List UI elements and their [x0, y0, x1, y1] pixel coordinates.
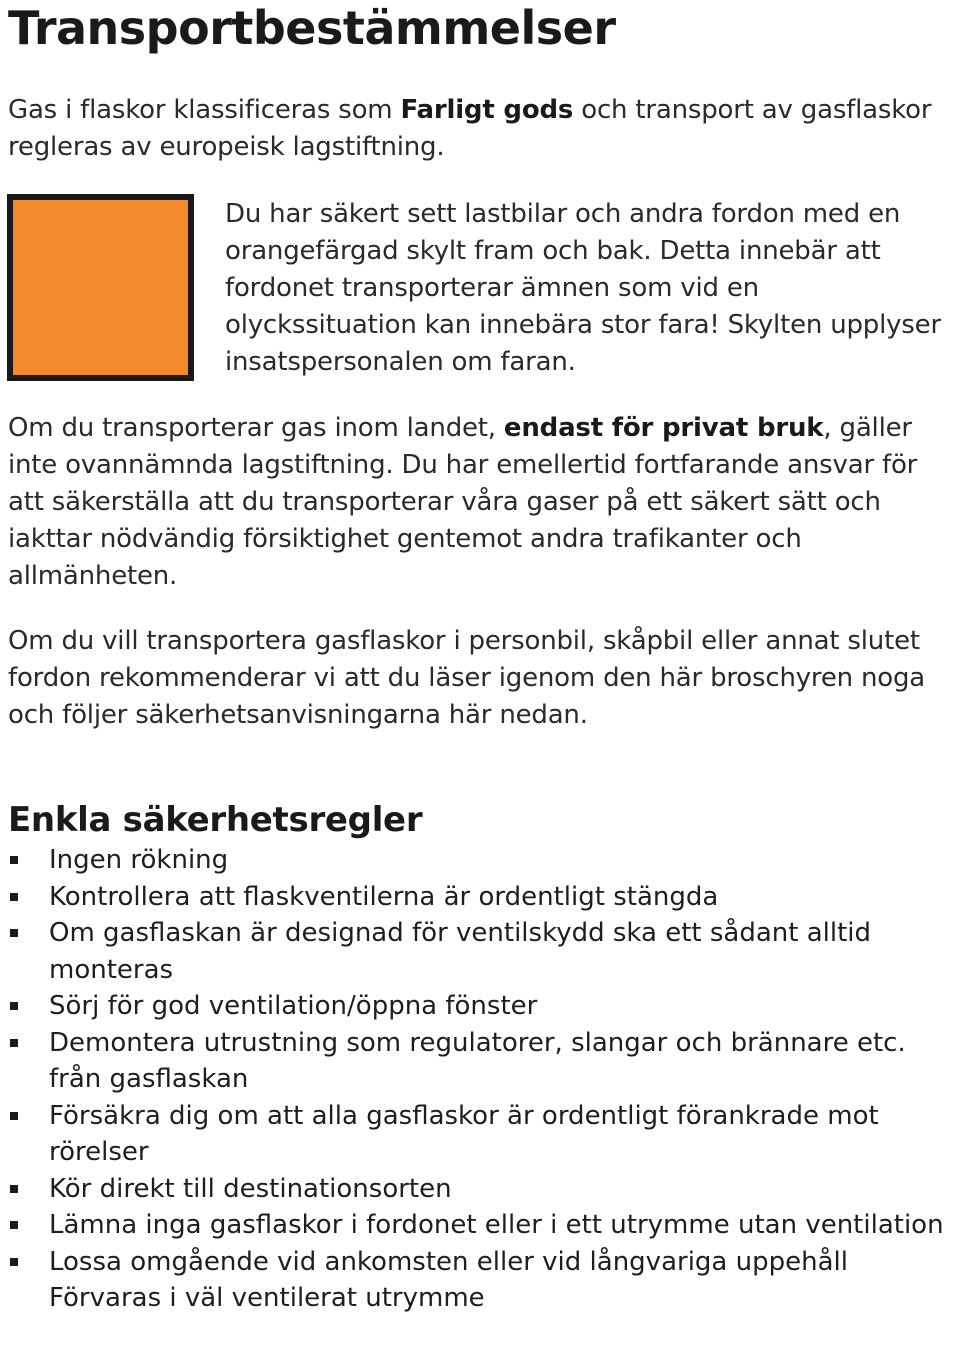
square-bullet-icon — [10, 929, 18, 937]
rule-item — [8, 988, 958, 1025]
private-text-end: , gäller inte ovannämnda lagstiftning. Du har emellertid fortfarande ansvar för att säkerställa att du transporterar våra gaser på ett säkert sätt och iakttar nödvändig försiktighet gentemot andra trafikanter och allmänheten. — [8, 413, 918, 591]
square-bullet-icon — [10, 856, 18, 864]
rule-text: Lämna inga gasflaskor i fordonet eller i ett utrymme utan ventilation — [49, 1210, 944, 1240]
rule-text: Sörj för god ventilation/öppna fönster — [49, 991, 538, 1021]
orange-warning-sign — [7, 194, 194, 381]
rule-text: Lossa omgående vid ankomsten eller vid långvariga uppehåll — [49, 1246, 848, 1277]
sign-description: Du har säkert sett lastbilar och andra fordon med en orangefärgad skylt fram och bak. Detta innebär att fordonet transporterar ämnen som vid en olyckssituation kan innebära stor fara! Skylten upplyser insatspersonalen om faran. — [225, 199, 941, 377]
square-bullet-icon — [10, 1039, 18, 1047]
rule-item — [8, 1244, 958, 1281]
square-bullet-icon — [10, 1221, 18, 1229]
rule-text: Kontrollera att flaskventilerna är ordentligt stängda — [49, 881, 719, 912]
rule-item — [8, 1171, 958, 1208]
rule-text: Förvaras i väl ventilerat utrymme — [49, 1283, 485, 1313]
rule-item — [8, 915, 958, 988]
intro-text-end: och transport av gasflaskor regleras av europeisk lagstiftning. — [8, 95, 932, 162]
square-bullet-icon — [10, 1185, 18, 1193]
square-bullet-icon — [10, 893, 18, 901]
rule-text: Kör direkt till destinationsorten — [49, 1173, 452, 1204]
rule-text: Ingen rökning — [49, 845, 229, 875]
intro-emphasis: Farligt gods — [400, 95, 574, 125]
private-text-start: Om du transporterar gas inom landet, — [8, 413, 504, 443]
rule-item — [8, 1280, 958, 1317]
intro-text-start: Gas i flaskor klassificeras som — [8, 95, 401, 125]
rules-heading: Enkla säkerhetsregler — [8, 800, 423, 840]
car-transport-paragraph: Om du vill transportera gasflaskor i personbil, skåpbil eller annat slutet fordon rekommenderar vi att du läser igenom den här broschyren noga och följer säkerhetsanvisningarna här nedan. — [8, 626, 925, 730]
square-bullet-icon — [10, 1112, 18, 1120]
page-title: Transportbestämmelser — [8, 1, 616, 55]
intro-paragraph — [8, 92, 958, 166]
square-bullet-icon — [10, 1258, 18, 1266]
safety-rules-list — [8, 842, 958, 1317]
rule-text: Om gasflaskan är designad för ventilskydd ska ett sådant alltid monteras — [49, 918, 872, 985]
rule-text: Demontera utrustning som regulatorer, slangar och brännare etc. från gasflaskan — [49, 1027, 906, 1094]
rule-item — [8, 1098, 958, 1171]
rule-item — [8, 1207, 958, 1244]
square-bullet-icon — [10, 1002, 18, 1010]
private-use-paragraph — [8, 410, 958, 595]
rule-item — [8, 1025, 958, 1098]
private-emphasis: endast för privat bruk — [503, 413, 824, 443]
rule-item — [8, 842, 958, 879]
rule-item — [8, 879, 958, 916]
rule-text: Försäkra dig om att alla gasflaskor är ordentligt förankrade mot rörelser — [49, 1100, 879, 1167]
